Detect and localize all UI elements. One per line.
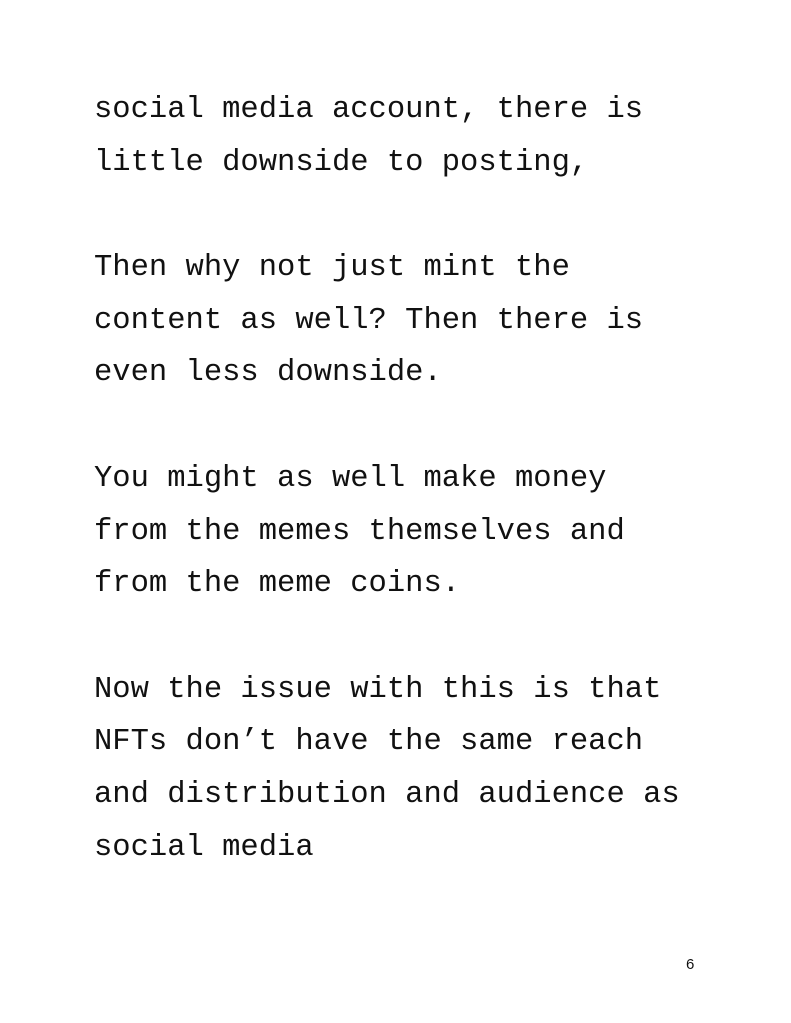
paragraph-3 bbox=[94, 453, 754, 611]
paragraph-2 bbox=[94, 242, 754, 400]
text-line: little downside to posting, bbox=[94, 145, 589, 180]
text-line: social media account, there is bbox=[94, 93, 644, 127]
paragraph-4 bbox=[94, 664, 754, 875]
text-line: Then why not just mint the bbox=[94, 251, 570, 286]
text-line: content as well? Then there is bbox=[94, 303, 644, 338]
paragraph-1 bbox=[94, 84, 754, 189]
paragraph-spacer bbox=[94, 611, 754, 664]
text-line: You might as well make money bbox=[94, 461, 607, 496]
page-number: 6 bbox=[686, 956, 695, 973]
text-line: even less downside. bbox=[94, 356, 442, 391]
text-line: from the memes themselves and bbox=[94, 514, 625, 549]
text-line: NFTs don’t have the same reach bbox=[94, 725, 644, 760]
text-line: from the meme coins. bbox=[94, 567, 461, 602]
body-text bbox=[94, 84, 754, 874]
text-line: and distribution and audience as bbox=[94, 777, 680, 812]
text-line: Now the issue with this is that bbox=[94, 672, 662, 707]
paragraph-spacer bbox=[94, 189, 754, 242]
paragraph-spacer bbox=[94, 400, 754, 453]
text-line: social media bbox=[94, 830, 314, 865]
